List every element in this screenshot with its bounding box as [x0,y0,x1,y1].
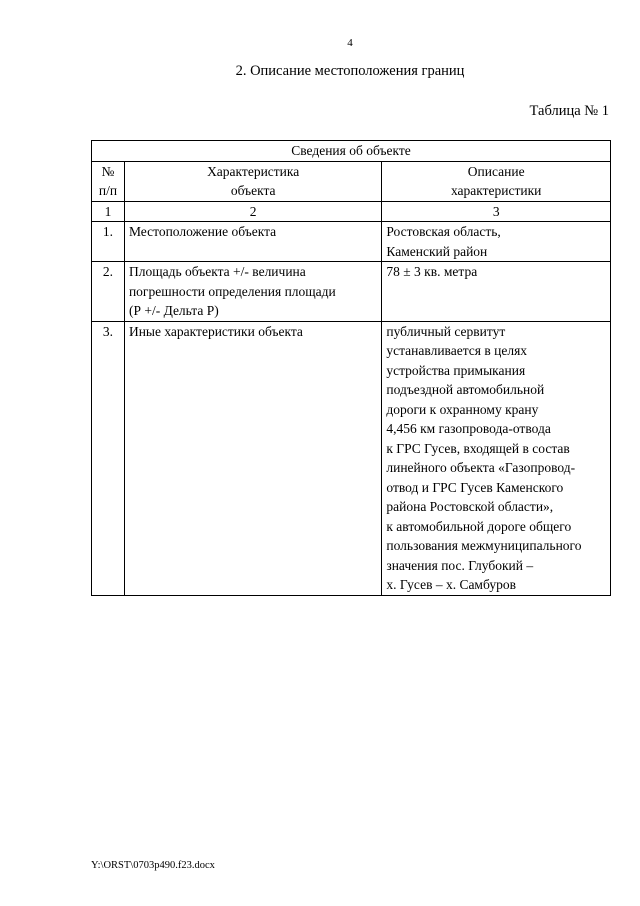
table-row [92,321,611,595]
header-num: № п/п [92,161,125,201]
table-header-row [92,161,611,201]
index-cell: 2 [124,201,381,222]
row-description: Ростовская область, Каменский район [382,222,611,262]
table-index-row [92,201,611,222]
table-label: Таблица № 1 [529,103,609,119]
table-row [92,262,611,322]
table-caption: Сведения об объекте [92,141,611,162]
row-description: публичный сервитут устанавливается в целях устройства примыкания подъездной автомобильной дороги к охранному крану 4,456 км газопровода-отвода к ГРС Гусев, входящей в состав линейного объекта «Газопровод- отвод и ГРС Гусев Каменского района Ростовской области», к автомобильной дороге общего пользования межмуниципального значения пос. Глубокий – х. Гусев – х. Самбуров [382,321,611,595]
index-cell: 3 [382,201,611,222]
row-num: 1. [92,222,125,262]
section-title: 2. Описание местоположения границ [235,63,465,79]
row-num: 2. [92,262,125,322]
row-description: 78 ± 3 кв. метра [382,262,611,322]
header-characteristic: Характеристика объекта [124,161,381,201]
footer-file-path: Y:\ORST\0703p490.f23.docx [91,860,215,871]
table-row [92,222,611,262]
row-characteristic: Иные характеристики объекта [124,321,381,595]
index-cell: 1 [92,201,125,222]
table-caption-row [92,141,611,162]
row-num: 3. [92,321,125,595]
header-description: Описание характеристики [382,161,611,201]
row-characteristic: Местоположение объекта [124,222,381,262]
row-characteristic: Площадь объекта +/- величина погрешности определения площади (Р +/- Дельта Р) [124,262,381,322]
info-table [91,140,611,596]
page-number: 4 [347,37,353,49]
